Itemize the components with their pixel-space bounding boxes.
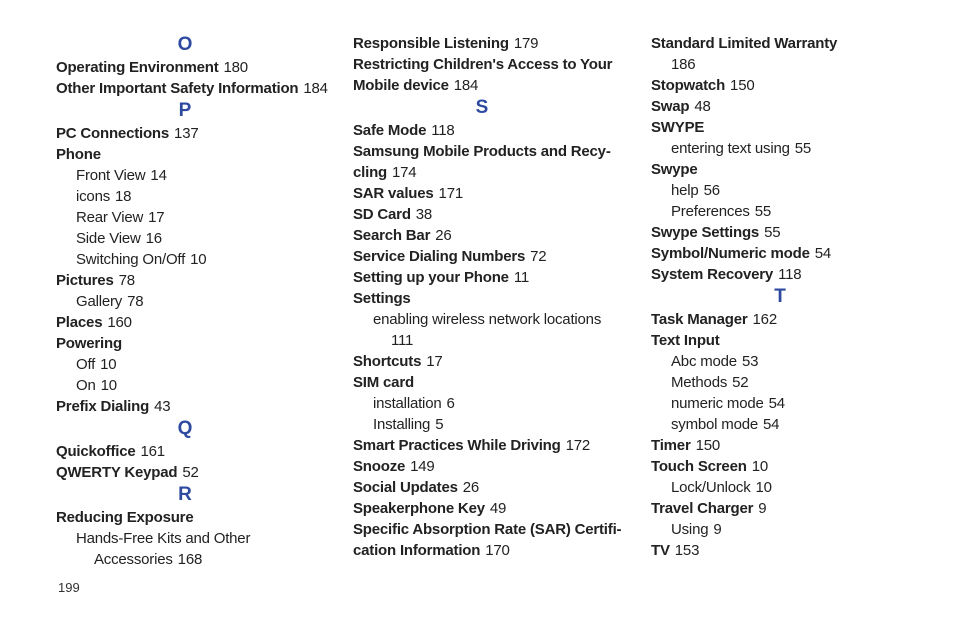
index-subentry [651, 54, 911, 75]
index-entry [353, 435, 623, 456]
index-entry [353, 141, 623, 162]
entry-term: Other Important Safety Information [56, 80, 299, 97]
page-reference: 184 [303, 80, 328, 97]
entry-term: cation Information [353, 542, 481, 559]
entry-term: Specific Absorption Rate (SAR) Certifi- [353, 521, 622, 538]
index-entry [56, 144, 336, 165]
entry-term: Pictures [56, 272, 114, 289]
entry-term: enabling wireless network locations [373, 311, 602, 328]
page-reference: 10 [751, 458, 768, 475]
entry-term: Methods [671, 374, 728, 391]
index-entry [353, 183, 623, 204]
page-reference: 174 [392, 164, 417, 181]
entry-term: Lock/Unlock [671, 479, 751, 496]
index-entry [353, 372, 623, 393]
page-reference: 179 [513, 35, 539, 52]
index-entry [56, 123, 336, 144]
page-reference: 55 [754, 203, 771, 220]
entry-term: Switching On/Off [76, 251, 186, 268]
index-subentry [353, 393, 623, 414]
entry-term: PC Connections [56, 125, 170, 142]
page-reference: 137 [174, 125, 199, 142]
index-entry [353, 120, 623, 141]
entry-term: On [76, 377, 96, 394]
page-reference: 53 [741, 353, 759, 370]
entry-term: Shortcuts [353, 353, 422, 370]
entry-term: Restricting Children's Access to Your [353, 56, 613, 73]
entry-term: Reducing Exposure [56, 509, 194, 526]
page-reference: 171 [438, 185, 463, 202]
index-entry [353, 33, 623, 54]
entry-term: Side View [76, 230, 141, 247]
entry-term: Preferences [671, 203, 750, 220]
index-entry-continuation [56, 549, 336, 570]
entry-term: Stopwatch [651, 77, 726, 94]
index-entry [56, 78, 336, 99]
index-entry [353, 498, 623, 519]
index-subentry [651, 351, 911, 372]
entry-term: numeric mode [671, 395, 764, 412]
page-reference: 52 [732, 374, 749, 391]
entry-term: Task Manager [651, 311, 748, 328]
entry-term: Social Updates [353, 479, 458, 496]
index-entry [651, 435, 911, 456]
entry-term: Search Bar [353, 227, 431, 244]
index-entry [651, 243, 911, 264]
index-entry [353, 519, 623, 540]
entry-term: SD Card [353, 206, 411, 223]
index-entry [651, 117, 911, 138]
page-reference: 17 [148, 209, 165, 226]
entry-term: SWYPE [651, 119, 705, 136]
page-reference: 5 [435, 416, 444, 433]
index-column-2 [353, 33, 623, 561]
page-reference: 26 [435, 227, 452, 244]
entry-term: Swap [651, 98, 690, 115]
page-reference: 16 [145, 230, 162, 247]
index-entry [353, 456, 623, 477]
index-entry [353, 225, 623, 246]
section-letter: T [774, 286, 786, 307]
index-entry [651, 498, 911, 519]
index-entry [56, 507, 336, 528]
entry-term: Speakerphone Key [353, 500, 485, 517]
entry-term: Quickoffice [56, 443, 136, 460]
index-entry [56, 333, 336, 354]
page-reference: 52 [182, 464, 199, 481]
index-column-3 [651, 33, 911, 561]
index-subentry [353, 309, 623, 330]
index-subentry [651, 477, 911, 498]
entry-term: Safe Mode [353, 122, 427, 139]
page-reference: 111 [391, 332, 414, 349]
index-entry [651, 330, 911, 351]
index-entry [651, 96, 911, 117]
index-entry [353, 267, 623, 288]
page-reference: 54 [768, 395, 785, 412]
page-reference: 170 [485, 542, 510, 559]
page-reference: 150 [695, 437, 721, 454]
section-letter: P [178, 100, 192, 121]
index-subentry [56, 291, 336, 312]
page-reference: 56 [703, 182, 720, 199]
entry-term: Operating Environment [56, 59, 219, 76]
index-entry [353, 351, 623, 372]
page-reference: 10 [100, 377, 117, 394]
page-reference: 149 [410, 458, 435, 475]
index-entry [651, 456, 911, 477]
entry-term: help [671, 182, 699, 199]
section-letter: S [475, 97, 489, 118]
page-reference: 11 [513, 269, 529, 286]
index-entry [56, 312, 336, 333]
section-letter: R [178, 484, 192, 505]
index-column-1 [56, 33, 336, 570]
page-reference: 180 [223, 59, 248, 76]
entry-term: Travel Charger [651, 500, 754, 517]
entry-term: Responsible Listening [353, 35, 509, 52]
index-entry [353, 204, 623, 225]
index-entry [651, 540, 911, 561]
entry-term: Setting up your Phone [353, 269, 509, 286]
entry-term: Hands-Free Kits and Other [76, 530, 251, 547]
page-reference: 72 [530, 248, 547, 265]
entry-term: entering text using [671, 140, 790, 157]
entry-term: Symbol/Numeric mode [651, 245, 810, 262]
entry-term: Accessories [94, 551, 173, 568]
page-reference: 17 [426, 353, 443, 370]
index-entry [353, 162, 623, 183]
entry-term: cling [353, 164, 388, 181]
page-reference: 78 [118, 272, 135, 289]
page-reference: 55 [794, 140, 812, 157]
index-subentry [56, 528, 336, 549]
page-reference: 186 [671, 56, 696, 73]
entry-term: System Recovery [651, 266, 774, 283]
entry-term: Front View [76, 167, 146, 184]
entry-term: icons [76, 188, 111, 205]
page-reference: 14 [150, 167, 167, 184]
page-reference: 161 [140, 443, 165, 460]
entry-term: Using [671, 521, 709, 538]
page-reference: 10 [100, 356, 117, 373]
entry-term: Text Input [651, 332, 720, 349]
entry-term: SIM card [353, 374, 414, 391]
page-reference: 55 [764, 224, 781, 241]
entry-term: Standard Limited Warranty [651, 35, 838, 52]
entry-term: Swype Settings [651, 224, 760, 241]
page-reference: 43 [154, 398, 171, 415]
page-reference: 10 [190, 251, 207, 268]
page-reference: 26 [462, 479, 480, 496]
entry-term: Places [56, 314, 103, 331]
entry-term: QWERTY Keypad [56, 464, 178, 481]
page-reference: 9 [713, 521, 722, 538]
page-reference: 18 [115, 188, 132, 205]
entry-term: Installing [373, 416, 431, 433]
page-reference: 38 [415, 206, 433, 223]
page-reference: 118 [778, 266, 802, 283]
entry-term: Prefix Dialing [56, 398, 150, 415]
entry-term: Powering [56, 335, 122, 352]
index-subentry [56, 354, 336, 375]
entry-term: Smart Practices While Driving [353, 437, 561, 454]
index-subentry [651, 393, 911, 414]
index-entry [353, 288, 623, 309]
page-reference: 172 [565, 437, 591, 454]
section-letter: Q [177, 418, 193, 439]
index-subentry [651, 138, 911, 159]
index-entry [56, 441, 336, 462]
entry-term: TV [651, 542, 670, 559]
entry-term: SAR values [353, 185, 434, 202]
index-subentry [56, 165, 336, 186]
index-subentry [651, 201, 911, 222]
entry-term: Abc mode [671, 353, 737, 370]
page-reference: 162 [752, 311, 777, 328]
index-entry [56, 270, 336, 291]
index-subentry [651, 519, 911, 540]
index-entry [353, 246, 623, 267]
section-letter: O [177, 34, 193, 55]
entry-term: Rear View [76, 209, 144, 226]
index-subentry [56, 228, 336, 249]
index-entry [353, 540, 623, 561]
index-entry [651, 159, 911, 180]
page-reference: 153 [674, 542, 700, 559]
page-reference: 160 [107, 314, 132, 331]
index-subentry [353, 414, 623, 435]
page-reference: 150 [730, 77, 755, 94]
page-reference: 49 [489, 500, 507, 517]
index-subentry [56, 207, 336, 228]
index-entry [56, 57, 336, 78]
page-reference: 118 [431, 122, 455, 139]
page-reference: 78 [127, 293, 144, 310]
page-reference: 54 [763, 416, 780, 433]
entry-term: Off [76, 356, 96, 373]
index-entry [651, 309, 911, 330]
page-reference: 9 [758, 500, 767, 517]
page-number: 199 [58, 580, 80, 595]
index-entry-continuation [353, 330, 623, 351]
index-subentry [56, 186, 336, 207]
entry-term: symbol mode [671, 416, 759, 433]
entry-term: Snooze [353, 458, 406, 475]
index-entry [353, 54, 623, 75]
entry-term: Swype [651, 161, 698, 178]
entry-term: Mobile device [353, 77, 449, 94]
index-entry [651, 222, 911, 243]
index-entry [651, 33, 911, 54]
index-entry [56, 462, 336, 483]
entry-term: Gallery [76, 293, 123, 310]
entry-term: Samsung Mobile Products and Recy- [353, 143, 611, 160]
index-subentry [651, 180, 911, 201]
entry-term: Timer [651, 437, 691, 454]
page-reference: 168 [177, 551, 203, 568]
index-entry [353, 477, 623, 498]
index-subentry [651, 414, 911, 435]
page-reference: 184 [453, 77, 479, 94]
index-subentry [56, 249, 336, 270]
page-reference: 48 [694, 98, 711, 115]
page-reference: 54 [814, 245, 832, 262]
index-subentry [56, 375, 336, 396]
entry-term: Phone [56, 146, 101, 163]
entry-term: installation [373, 395, 442, 412]
index-entry [56, 396, 336, 417]
page-reference: 6 [446, 395, 455, 412]
entry-term: Settings [353, 290, 411, 307]
index-entry [353, 75, 623, 96]
entry-term: Touch Screen [651, 458, 747, 475]
index-subentry [651, 372, 911, 393]
index-entry [651, 264, 911, 285]
page-reference: 10 [755, 479, 772, 496]
entry-term: Service Dialing Numbers [353, 248, 526, 265]
index-entry [651, 75, 911, 96]
